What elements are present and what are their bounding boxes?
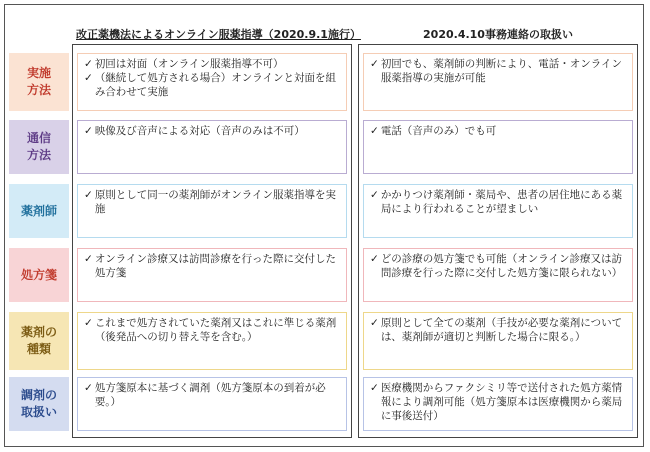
row-label: 薬剤の 種類 [9, 312, 69, 370]
bullet-text: （継続して処方される場合）オンラインと対面を組み合わせて実施 [94, 72, 336, 98]
row-label: 処方箋 [9, 248, 69, 302]
bullet-item [370, 124, 626, 138]
check-icon: ✓ [84, 125, 93, 137]
check-icon: ✓ [370, 189, 379, 201]
bullet-text: 原則として全ての薬剤（手技が必要な薬剤については、薬剤師が適切と判断した場合に限る。） [380, 317, 623, 343]
bullet-item [84, 124, 340, 138]
row-label: 実施 方法 [9, 53, 69, 111]
bullet-text: 映像及び音声による対応（音声のみは不可） [94, 125, 305, 137]
bullet-item [370, 188, 626, 216]
bullet-item [370, 57, 626, 85]
bullet-text: これまで処方されていた薬剤又はこれに準じる薬剤（後発品への切り替え等を含む。） [94, 317, 337, 343]
check-icon: ✓ [84, 72, 93, 84]
bullet-text: どの診療の処方箋でも可能（オンライン診療又は訪問診療を行った際に交付した処方箋に限られない） [380, 253, 623, 279]
left-cell [77, 120, 347, 174]
bullet-text: 医療機関からファクシミリ等で送付された処方薬情報により調剤可能（処方箋原本は医療機関から薬局に事後送付） [380, 382, 623, 422]
bullet-item [84, 316, 340, 344]
right-cell [363, 53, 633, 111]
right-cell [363, 184, 633, 238]
right-cell [363, 248, 633, 302]
check-icon: ✓ [370, 125, 379, 137]
bullet-item [84, 188, 340, 216]
check-icon: ✓ [84, 189, 93, 201]
row-label: 薬剤師 [9, 184, 69, 238]
bullet-item [370, 252, 626, 280]
right-cell [363, 377, 633, 431]
bullet-text: かかりつけ薬剤師・薬局や、患者の居住地にある薬局により行われることが望ましい [380, 189, 623, 215]
row-label: 通信 方法 [9, 120, 69, 174]
right-cell [363, 312, 633, 370]
check-icon: ✓ [84, 58, 93, 70]
left-cell [77, 53, 347, 111]
bullet-item [84, 381, 340, 409]
bullet-text: 初回でも、薬剤師の判断により、電話・オンライン服薬指導の実施が可能 [380, 58, 622, 84]
check-icon: ✓ [84, 317, 93, 329]
bullet-text: 初回は対面（オンライン服薬指導不可） [94, 58, 284, 70]
bullet-item [84, 71, 340, 99]
check-icon: ✓ [370, 317, 379, 329]
left-cell [77, 312, 347, 370]
right-cell [363, 120, 633, 174]
check-icon: ✓ [370, 58, 379, 70]
left-cell [77, 248, 347, 302]
bullet-text: 処方箋原本に基づく調剤（処方箋原本の到着が必要。） [94, 382, 326, 408]
bullet-item [370, 316, 626, 344]
left-cell [77, 184, 347, 238]
header-left: 改正薬機法によるオンライン服薬指導（2020.9.1施行） [76, 28, 361, 41]
header-right: 2020.4.10事務連絡の取扱い [423, 28, 573, 41]
row-label: 調剤の 取扱い [9, 377, 69, 431]
bullet-text: 原則として同一の薬剤師がオンライン服薬指導を実施 [94, 189, 336, 215]
left-cell [77, 377, 347, 431]
bullet-item [370, 381, 626, 423]
bullet-item [84, 57, 340, 71]
bullet-item [84, 252, 340, 280]
check-icon: ✓ [370, 253, 379, 265]
bullet-text: 電話（音声のみ）でも可 [380, 125, 497, 137]
bullet-text: オンライン診療又は訪問診療を行った際に交付した処方箋 [94, 253, 336, 279]
check-icon: ✓ [370, 382, 379, 394]
check-icon: ✓ [84, 382, 93, 394]
check-icon: ✓ [84, 253, 93, 265]
